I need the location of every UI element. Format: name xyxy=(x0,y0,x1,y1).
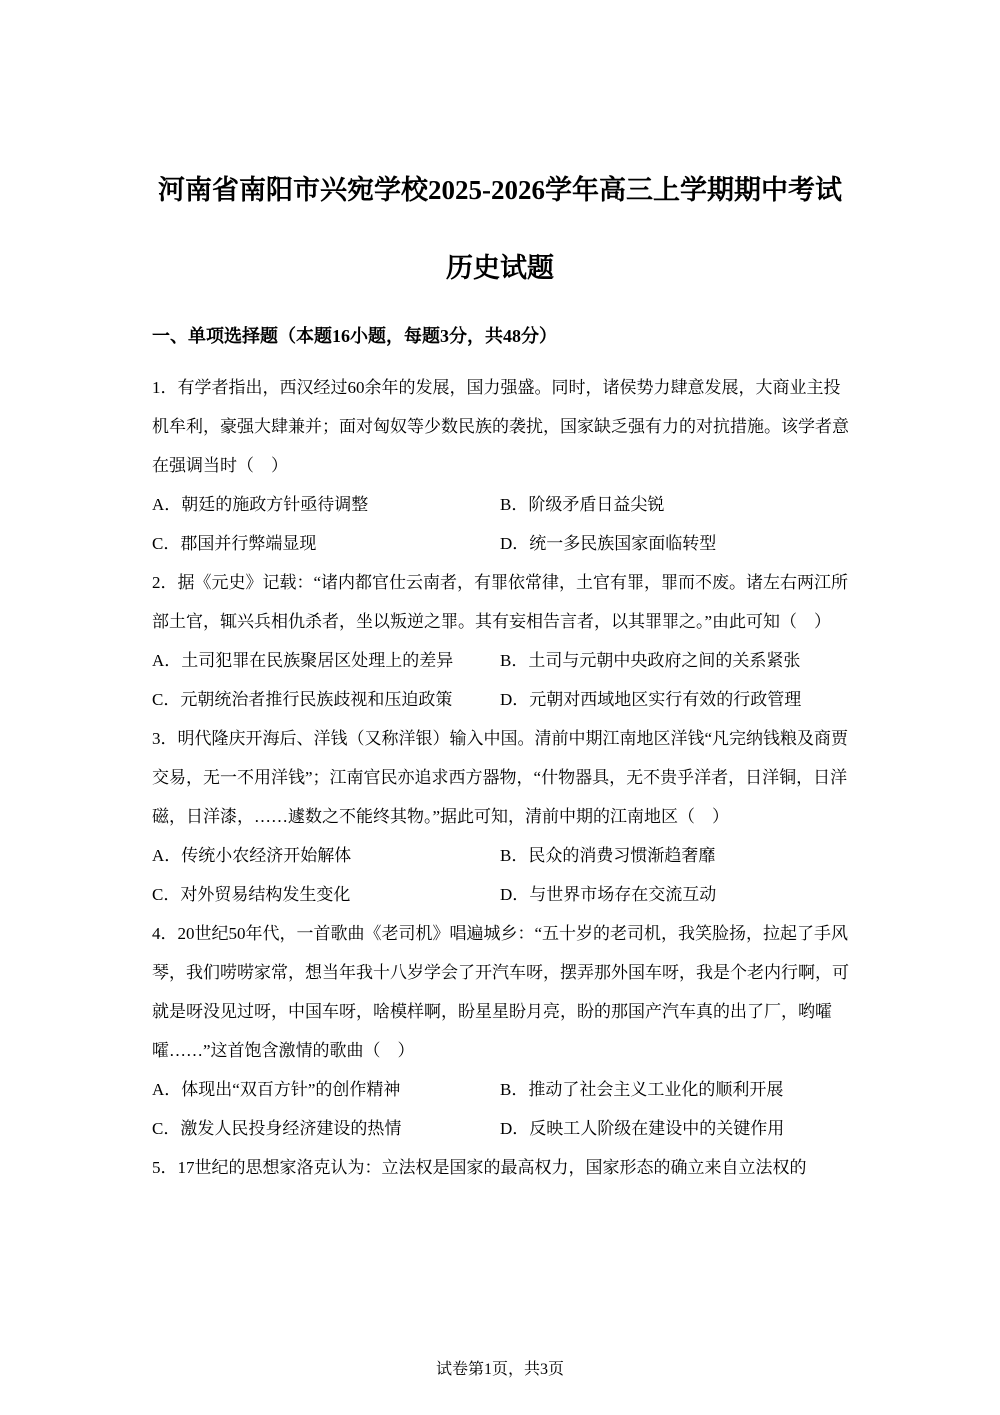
question-4 xyxy=(152,914,852,1148)
option-c: C．对外贸易结构发生变化 xyxy=(152,885,351,904)
question-3 xyxy=(152,719,852,914)
question-1 xyxy=(152,368,852,563)
question-stem: 3．明代隆庆开海后、洋钱（又称洋银）输入中国。清前中期江南地区洋钱“凡完纳钱粮及商贾交易，无一不用洋钱”；江南官民亦追求西方器物，“什物器具，无不贵乎洋者，日洋铜，日洋磁，日洋漆，……遽数之不能终其物。”据此可知，清前中期的江南地区（ ） xyxy=(152,729,849,826)
option-a: A．传统小农经济开始解体 xyxy=(152,846,352,865)
question-stem: 4．20世纪50年代，一首歌曲《老司机》唱遍城乡：“五十岁的老司机，我笑脸扬，拉起了手风琴，我们唠唠家常，想当年我十八岁学会了开汽车呀，摆弄那外国车呀，我是个老内行啊，可就是呀没见过呀，中国车呀，啥模样啊，盼星星盼月亮，盼的那国产汽车真的出了厂，哟嚯嚯……”这首饱含激情的歌曲（ ） xyxy=(152,924,849,1060)
option-grid xyxy=(152,485,852,563)
exam-subtitle: 历史试题 xyxy=(446,253,554,283)
section-heading: 一、单项选择题（本题16小题，每题3分，共48分） xyxy=(152,326,557,346)
option-b: B．推动了社会主义工业化的顺利开展 xyxy=(500,1080,784,1099)
question-list xyxy=(152,368,852,1187)
option-b: B．土司与元朝中央政府之间的关系紧张 xyxy=(500,651,801,670)
option-d: D．元朝对西域地区实行有效的行政管理 xyxy=(500,690,802,709)
option-d: D．统一多民族国家面临转型 xyxy=(500,534,717,553)
option-c: C．郡国并行弊端显现 xyxy=(152,534,317,553)
option-d: D．反映工人阶级在建设中的关键作用 xyxy=(500,1119,785,1138)
option-d: D．与世界市场存在交流互动 xyxy=(500,885,717,904)
question-stem: 5．17世纪的思想家洛克认为：立法权是国家的最高权力，国家形态的确立来自立法权的 xyxy=(152,1158,807,1177)
option-a: A．土司犯罪在民族聚居区处理上的差异 xyxy=(152,651,454,670)
option-c: C．元朝统治者推行民族歧视和压迫政策 xyxy=(152,690,453,709)
option-grid xyxy=(152,836,852,914)
option-a: A．朝廷的施政方针亟待调整 xyxy=(152,495,369,514)
question-2 xyxy=(152,563,852,719)
page-footer: 试卷第1页，共3页 xyxy=(435,1361,564,1378)
question-5 xyxy=(152,1148,852,1187)
exam-title: 河南省南阳市兴宛学校2025-2026学年高三上学期期中考试 xyxy=(158,175,842,205)
option-grid xyxy=(152,1070,852,1148)
question-stem: 1．有学者指出，西汉经过60余年的发展，国力强盛。同时，诸侯势力肆意发展，大商业主投机牟利，豪强大肆兼并；面对匈奴等少数民族的袭扰，国家缺乏强有力的对抗措施。该学者意在强调当时（ ） xyxy=(152,378,849,475)
question-stem: 2．据《元史》记载：“诸内都官仕云南者，有罪依常律，土官有罪，罪而不废。诸左右两江所部土官，辄兴兵相仇杀者，坐以叛逆之罪。其有妄相告言者，以其罪罪之。”由此可知（ ） xyxy=(152,573,849,631)
option-b: B．民众的消费习惯渐趋奢靡 xyxy=(500,846,716,865)
option-a: A．体现出“双百方针”的创作精神 xyxy=(152,1080,401,1099)
option-c: C．激发人民投身经济建设的热情 xyxy=(152,1119,402,1138)
option-b: B．阶级矛盾日益尖锐 xyxy=(500,495,665,514)
option-grid xyxy=(152,641,852,719)
